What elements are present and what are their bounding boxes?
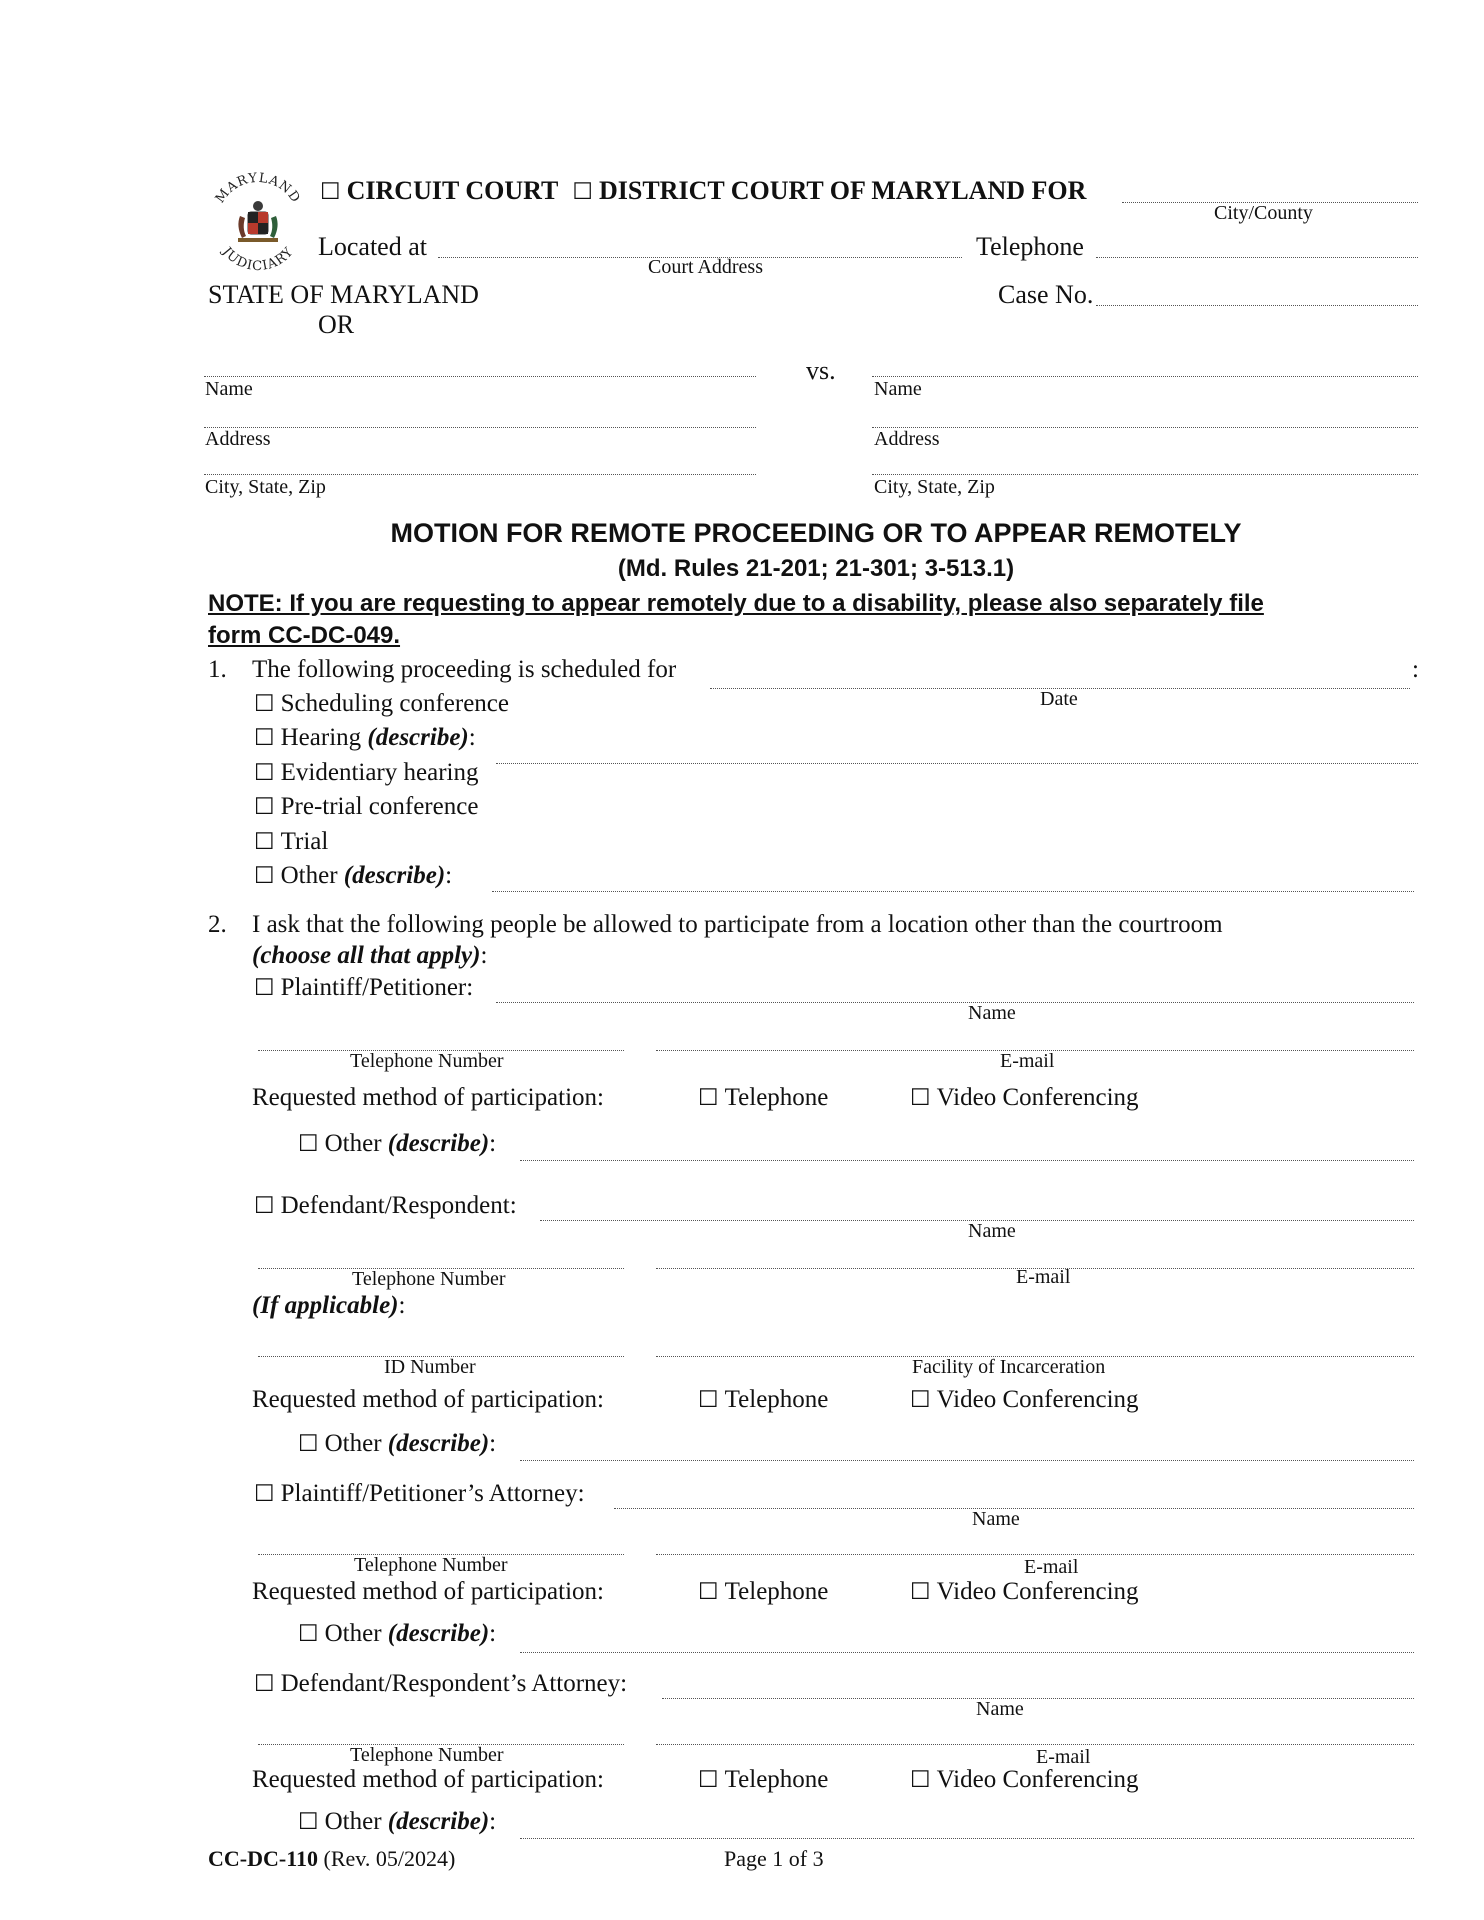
defendant-email-label: E-mail	[1016, 1266, 1071, 1288]
defendant-attorney-checkbox[interactable]: ☐	[254, 1671, 275, 1697]
other-proceeding-label: Other	[280, 862, 338, 889]
plaintiff-other-option[interactable]	[298, 1130, 496, 1158]
defendant-attorney-telephone-checkbox[interactable]: ☐	[698, 1767, 719, 1793]
defendant-attorney-email-field[interactable]	[656, 1744, 1414, 1745]
defendant-attorney-other-describe: (describe)	[387, 1808, 490, 1835]
plaintiff-other-describe: (describe)	[387, 1130, 490, 1157]
defendant-video-option-label: Video Conferencing	[936, 1386, 1139, 1413]
defendant-other-checkbox[interactable]: ☐	[298, 1431, 319, 1457]
date-label: Date	[1040, 688, 1078, 710]
other-proceeding-field[interactable]	[492, 891, 1414, 892]
right-address-field[interactable]	[872, 427, 1418, 428]
note-line-1: NOTE: If you are requesting to appear remotely due to a disability, please also separately file	[208, 590, 1264, 617]
evidentiary-hearing-label: Evidentiary hearing	[280, 759, 479, 786]
defendant-attorney-email-label: E-mail	[1036, 1746, 1091, 1768]
scheduling-conference-label: Scheduling conference	[280, 690, 509, 717]
if-applicable-colon: :	[398, 1292, 406, 1319]
pretrial-conference-label: Pre-trial conference	[280, 793, 479, 820]
court-address-label: Court Address	[648, 256, 763, 278]
right-name-field[interactable]	[872, 376, 1418, 377]
defendant-other-label: Other	[324, 1430, 382, 1457]
option-other[interactable]	[254, 862, 452, 890]
id-number-label: ID Number	[384, 1356, 476, 1378]
if-applicable	[252, 1292, 405, 1320]
plaintiff-attorney-requested-method: Requested method of participation:	[252, 1578, 604, 1605]
form-revision: (Rev. 05/2024)	[323, 1846, 456, 1871]
plaintiff-attorney-other-colon: :	[489, 1620, 497, 1647]
plaintiff-attorney-video-option-label: Video Conferencing	[936, 1578, 1139, 1605]
court-telephone-field[interactable]	[1096, 257, 1418, 258]
city-county-label: City/County	[1214, 202, 1313, 224]
option-scheduling-conference[interactable]	[254, 690, 509, 718]
plaintiff-attorney-email-field[interactable]	[656, 1554, 1414, 1555]
hearing-describe-field[interactable]	[496, 763, 1418, 764]
court-selection-line	[320, 176, 1086, 206]
page-number: Page 1 of 3	[724, 1846, 824, 1871]
plaintiff-attorney-checkbox[interactable]: ☐	[254, 1481, 275, 1507]
defendant-checkbox[interactable]: ☐	[254, 1193, 275, 1219]
plaintiff-attorney-telephone-label: Telephone Number	[354, 1554, 508, 1576]
form-title: MOTION FOR REMOTE PROCEEDING OR TO APPEAR REMOTELY	[390, 518, 1242, 548]
defendant-video-checkbox[interactable]: ☐	[910, 1387, 931, 1413]
district-court-checkbox[interactable]: ☐	[572, 179, 593, 205]
right-city-state-zip-field[interactable]	[872, 474, 1418, 475]
defendant-attorney-telephone-option[interactable]	[698, 1766, 828, 1794]
left-city-state-zip-field[interactable]	[204, 474, 756, 475]
option-hearing[interactable]	[254, 724, 476, 752]
section-1-number: 1.	[208, 656, 227, 683]
defendant-attorney-video-checkbox[interactable]: ☐	[910, 1767, 931, 1793]
defendant-other-option[interactable]	[298, 1430, 496, 1458]
plaintiff-attorney-other-field[interactable]	[520, 1652, 1414, 1653]
plaintiff-other-label: Other	[324, 1130, 382, 1157]
plaintiff-attorney-telephone-option[interactable]	[698, 1578, 828, 1606]
defendant-other-describe: (describe)	[387, 1430, 490, 1457]
defendant-requested-method: Requested method of participation:	[252, 1386, 604, 1413]
plaintiff-other-colon: :	[489, 1130, 497, 1157]
seal-bottom-text: JUDICIARY	[219, 244, 297, 274]
form-rules: (Md. Rules 21-201; 21-301; 3-513.1)	[617, 555, 1015, 582]
other-proceeding-colon: :	[445, 862, 453, 889]
defendant-attorney-name-field[interactable]	[662, 1698, 1414, 1699]
seal-top-text: MARYLAND	[212, 170, 304, 207]
hearing-colon: :	[468, 724, 476, 751]
defendant-attorney-other-colon: :	[489, 1808, 497, 1835]
defendant-label: Defendant/Respondent:	[280, 1192, 517, 1219]
defendant-attorney-other-label: Other	[324, 1808, 382, 1835]
section-1-text: The following proceeding is scheduled for	[252, 656, 677, 683]
choose-all-that-apply	[252, 942, 487, 970]
plaintiff-name-label: Name	[968, 1002, 1016, 1024]
defendant-attorney-video-option-label: Video Conferencing	[936, 1766, 1139, 1793]
left-name-label: Name	[205, 378, 253, 400]
plaintiff-attorney-name-label: Name	[972, 1508, 1020, 1530]
defendant-option[interactable]	[254, 1192, 517, 1220]
left-address-field[interactable]	[204, 427, 756, 428]
option-trial[interactable]	[254, 828, 328, 856]
choose-all-text: (choose all that apply)	[252, 942, 481, 969]
defendant-video-option[interactable]	[910, 1386, 1139, 1414]
defendant-other-field[interactable]	[520, 1460, 1414, 1461]
defendant-attorney-video-option[interactable]	[910, 1766, 1139, 1794]
district-court-label: DISTRICT COURT OF MARYLAND FOR	[598, 176, 1087, 205]
defendant-telephone-checkbox[interactable]: ☐	[698, 1387, 719, 1413]
trial-checkbox[interactable]: ☐	[254, 829, 275, 855]
plaintiff-telephone-checkbox[interactable]: ☐	[698, 1085, 719, 1111]
defendant-other-colon: :	[489, 1430, 497, 1457]
telephone-label: Telephone	[976, 232, 1084, 261]
defendant-attorney-option[interactable]	[254, 1670, 627, 1698]
plaintiff-attorney-other-checkbox[interactable]: ☐	[298, 1621, 319, 1647]
defendant-attorney-other-checkbox[interactable]: ☐	[298, 1809, 319, 1835]
section-2-number: 2.	[208, 911, 227, 938]
facility-label: Facility of Incarceration	[912, 1356, 1106, 1378]
plaintiff-option[interactable]	[254, 974, 473, 1002]
right-name-label: Name	[874, 378, 922, 400]
if-applicable-text: (If applicable)	[252, 1292, 399, 1319]
plaintiff-telephone-option[interactable]	[698, 1084, 828, 1112]
located-at-label: Located at	[318, 232, 427, 261]
svg-text:MARYLAND	[213, 171, 303, 206]
case-no-field[interactable]	[1096, 305, 1418, 306]
plaintiff-attorney-other-option[interactable]	[298, 1620, 496, 1648]
defendant-attorney-other-field[interactable]	[520, 1838, 1414, 1839]
plaintiff-other-checkbox[interactable]: ☐	[298, 1131, 319, 1157]
plaintiff-email-label: E-mail	[1000, 1050, 1055, 1072]
plaintiff-label: Plaintiff/Petitioner:	[280, 974, 474, 1001]
plaintiff-attorney-video-checkbox[interactable]: ☐	[910, 1579, 931, 1605]
defendant-attorney-label: Defendant/Respondent’s Attorney:	[280, 1670, 628, 1697]
plaintiff-video-checkbox[interactable]: ☐	[910, 1085, 931, 1111]
defendant-attorney-telephone-label: Telephone Number	[350, 1744, 504, 1766]
plaintiff-attorney-email-label: E-mail	[1024, 1556, 1079, 1578]
plaintiff-name-field[interactable]	[496, 1002, 1414, 1003]
circuit-court-checkbox[interactable]: ☐	[320, 179, 341, 205]
left-address-label: Address	[205, 428, 271, 450]
plaintiff-checkbox[interactable]: ☐	[254, 975, 275, 1001]
left-city-state-zip-label: City, State, Zip	[205, 476, 326, 498]
other-proceeding-checkbox[interactable]: ☐	[254, 863, 275, 889]
scheduling-conference-checkbox[interactable]: ☐	[254, 691, 275, 717]
note-line-2: form CC-DC-049.	[208, 622, 401, 649]
defendant-telephone-option[interactable]	[698, 1386, 828, 1414]
choose-colon: :	[480, 942, 488, 969]
left-name-field[interactable]	[204, 376, 756, 377]
defendant-name-label: Name	[968, 1220, 1016, 1242]
plaintiff-attorney-video-option[interactable]	[910, 1578, 1139, 1606]
defendant-attorney-requested-method: Requested method of participation:	[252, 1766, 604, 1793]
defendant-attorney-name-label: Name	[976, 1698, 1024, 1720]
evidentiary-hearing-checkbox[interactable]: ☐	[254, 760, 275, 786]
plaintiff-other-field[interactable]	[520, 1160, 1414, 1161]
plaintiff-video-option[interactable]	[910, 1084, 1139, 1112]
section-1-colon: :	[1412, 656, 1419, 683]
pretrial-conference-checkbox[interactable]: ☐	[254, 794, 275, 820]
plaintiff-requested-method: Requested method of participation:	[252, 1084, 604, 1111]
state-of-maryland: STATE OF MARYLAND	[208, 280, 479, 309]
plaintiff-attorney-other-describe: (describe)	[387, 1620, 490, 1647]
or-label: OR	[318, 310, 355, 339]
plaintiff-attorney-telephone-checkbox[interactable]: ☐	[698, 1579, 719, 1605]
plaintiff-attorney-other-label: Other	[324, 1620, 382, 1647]
maryland-judiciary-seal-icon	[204, 166, 312, 274]
hearing-checkbox[interactable]: ☐	[254, 725, 275, 751]
defendant-attorney-other-option[interactable]	[298, 1808, 496, 1836]
plaintiff-attorney-label: Plaintiff/Petitioner’s Attorney:	[280, 1480, 585, 1507]
option-evidentiary-hearing[interactable]	[254, 759, 478, 787]
plaintiff-telephone-option-label: Telephone	[724, 1084, 829, 1111]
right-address-label: Address	[874, 428, 940, 450]
hearing-describe: (describe)	[367, 724, 469, 751]
defendant-attorney-telephone-option-label: Telephone	[724, 1766, 829, 1793]
option-pretrial-conference[interactable]	[254, 793, 478, 821]
form-id: CC-DC-110	[208, 1846, 318, 1871]
plaintiff-attorney-option[interactable]	[254, 1480, 585, 1508]
section-2-text: I ask that the following people be allowed to participate from a location other than the courtroom	[252, 911, 1223, 938]
right-city-state-zip-label: City, State, Zip	[874, 476, 995, 498]
form-footer-id	[208, 1846, 455, 1872]
defendant-telephone-option-label: Telephone	[724, 1386, 829, 1413]
circuit-court-label: CIRCUIT COURT	[346, 176, 558, 205]
svg-text:JUDICIARY	[218, 243, 297, 274]
vs-label: vs.	[806, 356, 836, 385]
plaintiff-attorney-telephone-option-label: Telephone	[724, 1578, 829, 1605]
other-proceeding-describe: (describe)	[343, 862, 446, 889]
hearing-label: Hearing	[280, 724, 362, 751]
trial-label: Trial	[280, 828, 329, 855]
case-no-label: Case No.	[998, 280, 1094, 309]
plaintiff-video-option-label: Video Conferencing	[936, 1084, 1139, 1111]
plaintiff-telephone-label: Telephone Number	[350, 1050, 504, 1072]
defendant-telephone-label: Telephone Number	[352, 1268, 506, 1290]
